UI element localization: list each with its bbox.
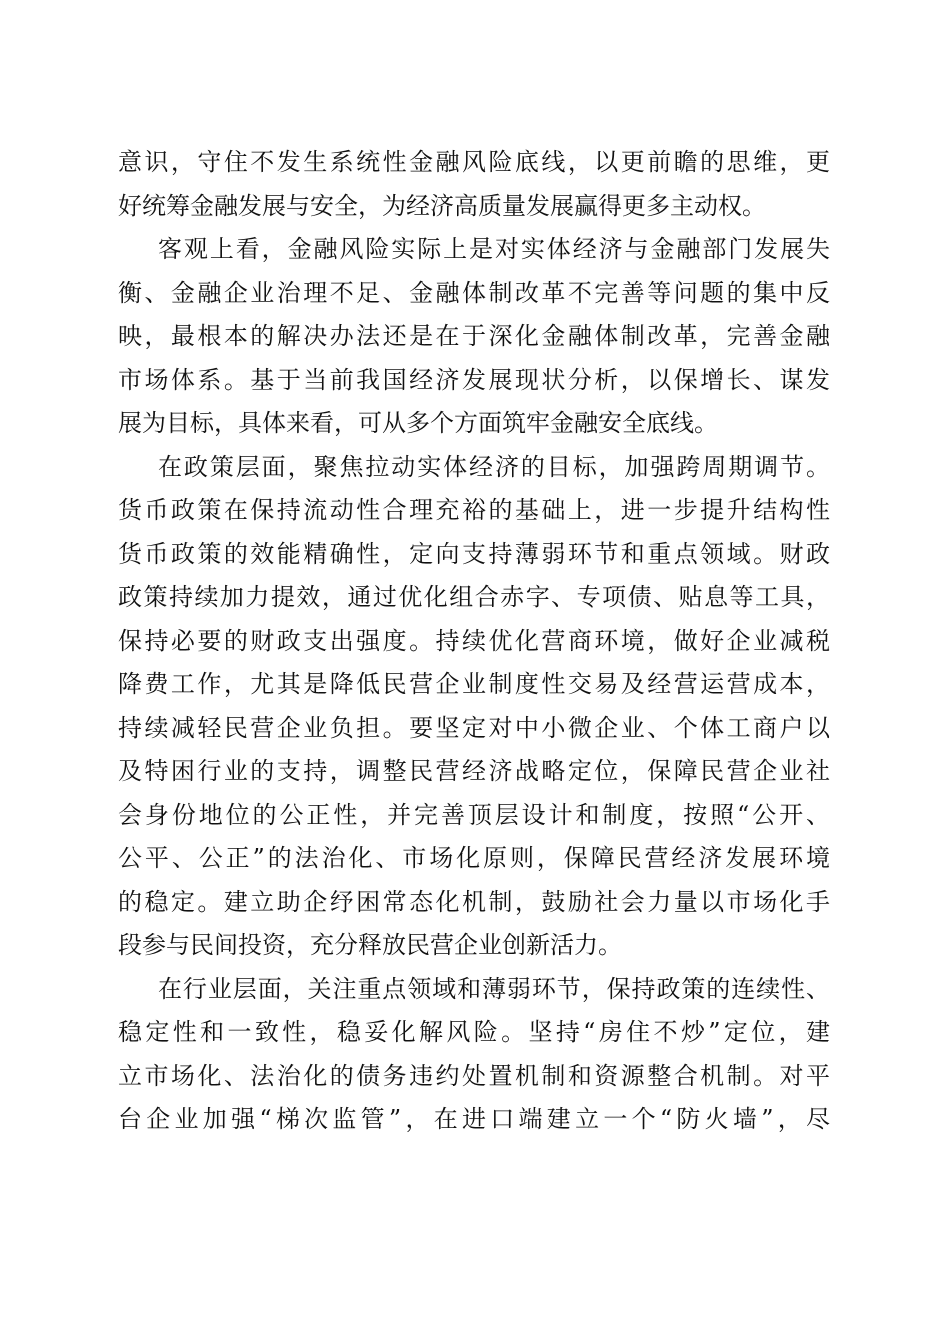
paragraph-3-line-2: 货币政策在保持流动性合理充裕的基础上，进一步提升结构性 bbox=[118, 496, 830, 524]
paragraph-4-line-2: 稳定性和一致性，稳妥化解风险。坚持“房住不炒”定位，建 bbox=[118, 1018, 830, 1046]
paragraph-3-line-7: 持续减轻民营企业负担。要坚定对中小微企业、个体工商户以 bbox=[118, 713, 830, 742]
paragraph-2 bbox=[118, 228, 830, 446]
document-body bbox=[118, 141, 830, 1142]
paragraph-2-line-1: 客观上看，金融风险实际上是对实体经济与金融部门发展失 bbox=[158, 235, 830, 263]
paragraph-3-line-3: 货币政策的效能精确性，定向支持薄弱环节和重点领域。财政 bbox=[118, 539, 830, 568]
paragraph-4-line-4: 台企业加强“梯次监管”，在进口端建立一个“防火墙”，尽 bbox=[118, 1105, 830, 1133]
paragraph-3-line-1: 在政策层面，聚焦拉动实体经济的目标，加强跨周期调节。 bbox=[158, 452, 830, 481]
paragraph-2-line-2: 衡、金融企业治理不足、金融体制改革不完善等问题的集中反 bbox=[118, 278, 830, 307]
paragraph-3-line-8: 及特困行业的支持，调整民营经济战略定位，保障民营企业社 bbox=[118, 757, 830, 785]
paragraph-3-line-4: 政策持续加力提效，通过优化组合赤字、专项债、贴息等工具， bbox=[118, 583, 830, 611]
paragraph-2-line-3: 映，最根本的解决办法还是在于深化金融体制改革，完善金融 bbox=[118, 322, 830, 350]
paragraph-3-line-10: 公平、公正”的法治化、市场化原则，保障民营经济发展环境 bbox=[118, 844, 830, 872]
paragraph-3-line-6: 降费工作，尤其是降低民营企业制度性交易及经营运营成本， bbox=[118, 670, 830, 698]
paragraph-2-line-5: 展为目标，具体来看，可从多个方面筑牢金融安全底线。 bbox=[118, 409, 718, 437]
paragraph-3-line-12: 段参与民间投资，充分释放民营企业创新活力。 bbox=[118, 931, 622, 959]
paragraph-3-line-5: 保持必要的财政支出强度。持续优化营商环境，做好企业减税 bbox=[118, 626, 830, 655]
paragraph-1-line-1: 意识，守住不发生系统性金融风险底线，以更前瞻的思维，更 bbox=[118, 148, 830, 176]
paragraph-4-line-1: 在行业层面，关注重点领域和薄弱环节，保持政策的连续性、 bbox=[158, 974, 830, 1003]
paragraph-1 bbox=[118, 141, 830, 228]
paragraph-3 bbox=[118, 446, 830, 968]
paragraph-2-line-4: 市场体系。基于当前我国经济发展现状分析，以保增长、谋发 bbox=[118, 365, 830, 394]
paragraph-1-line-2: 好统筹金融发展与安全，为经济高质量发展赢得更多主动权。 bbox=[118, 191, 766, 220]
paragraph-4 bbox=[118, 968, 830, 1142]
paragraph-3-line-9: 会身份地位的公正性，并完善顶层设计和制度，按照“公开、 bbox=[118, 800, 830, 829]
paragraph-4-line-3: 立市场化、法治化的债务违约处置机制和资源整合机制。对平 bbox=[118, 1061, 830, 1090]
paragraph-3-line-11: 的稳定。建立助企纾困常态化机制，鼓励社会力量以市场化手 bbox=[118, 887, 830, 916]
